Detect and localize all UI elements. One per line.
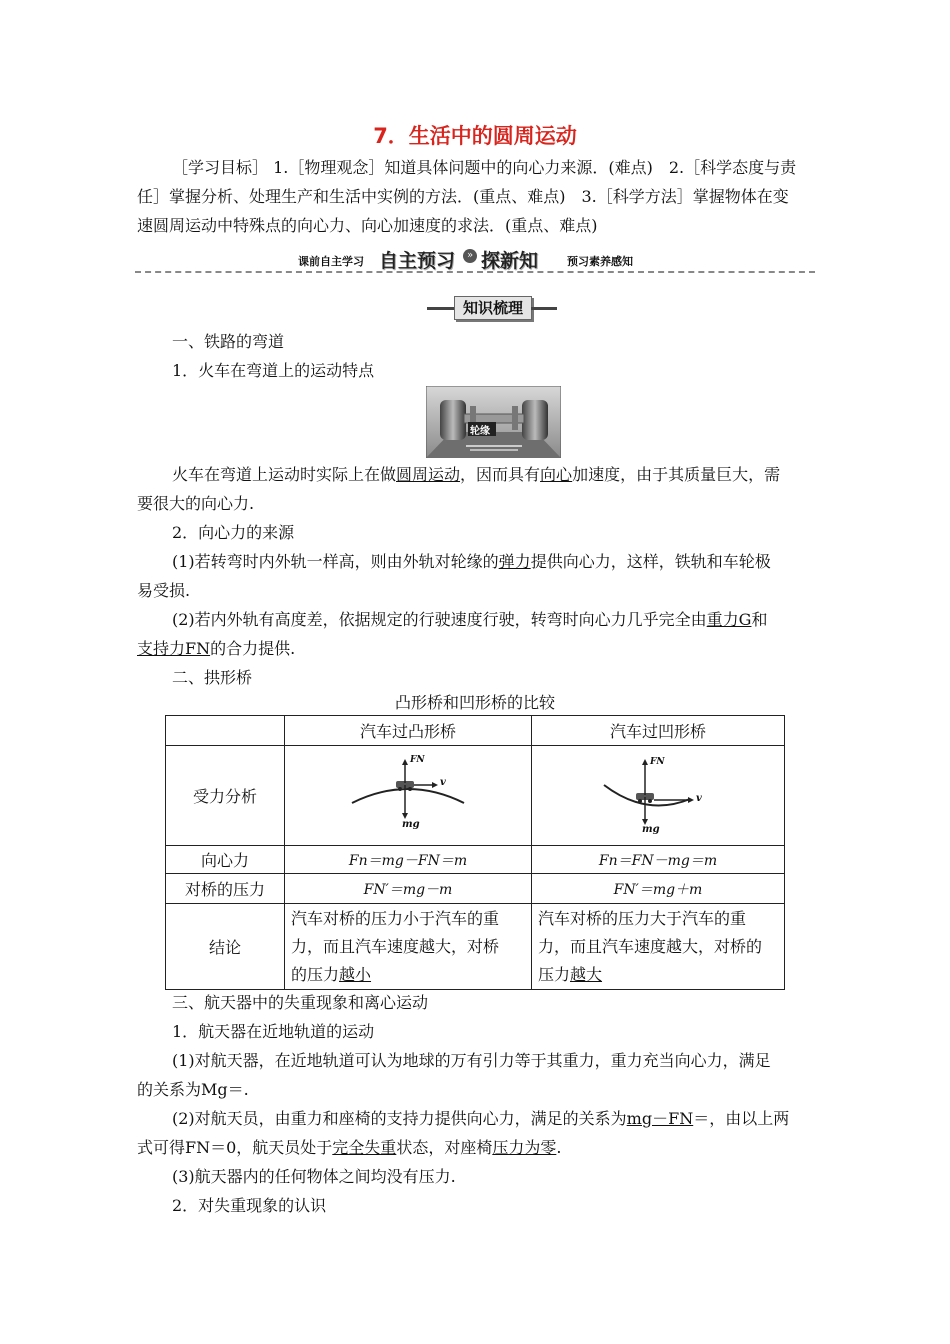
table-row-force (166, 746, 785, 846)
s3-item2-line2: 式可得FN＝0，航天员处于完全失重状态，对座椅压力为零. (137, 1138, 562, 1157)
page-title: 7．生活中的圆周运动 (373, 124, 577, 148)
centripetal-convex: Fn＝mg－FN＝m (285, 846, 532, 874)
concave-v-label: v (696, 792, 702, 804)
s3-item1-line2: 的关系为Mg＝. (137, 1080, 249, 1099)
concave-diagram-cell (532, 746, 785, 846)
header-convex: 汽车过凸形桥 (285, 716, 532, 746)
header-concave: 汽车过凹形桥 (532, 716, 785, 746)
convex-v-label: v (440, 776, 446, 788)
s1-item1-line1: (1)若转弯时内外轨一样高，则由外轨对轮缘的弹力提供向心力，这样，铁轨和车轮极 (172, 552, 771, 571)
badge-label: 知识梳理 (454, 296, 532, 320)
centripetal-label: 向心力 (166, 846, 285, 874)
s1-item1-line2: 易受损. (137, 581, 191, 600)
s3-sub2: 2．对失重现象的认识 (172, 1196, 327, 1215)
concave-fn-label: FN (650, 756, 665, 767)
convex-fn-label: FN (410, 754, 425, 765)
banner-right-text: 预习素养感知 (567, 255, 633, 268)
banner-main-1: 自主预习 (379, 250, 456, 272)
wheel-flange-label: 轮缘 (470, 426, 490, 437)
badge-bar-right (531, 307, 557, 310)
objectives-line-1: ［学习目标］ 1.［物理观念］知道具体问题中的向心力来源．(难点) 2.［科学态度与责 (172, 158, 797, 177)
train-wheel-image (426, 386, 561, 458)
s3-item3: (3)航天器内的任何物体之间均没有压力. (172, 1167, 456, 1186)
concave-bridge-diagram (598, 755, 718, 837)
s3-item1-line1: (1)对航天器，在近地轨道可认为地球的万有引力等于其重力，重力充当向心力，满足 (172, 1051, 771, 1070)
banner-main-2: 探新知 (481, 250, 539, 272)
s1-sub2: 2．向心力的来源 (172, 523, 295, 542)
table-row-centripetal (166, 846, 785, 874)
centripetal-concave: Fn＝FN－mg＝m (532, 846, 785, 874)
conclusion-convex: 汽车对桥的压力小于汽车的重 力，而且汽车速度越大，对桥 的压力越小 (285, 904, 532, 990)
s3-item2-line1: (2)对航天员，由重力和座椅的支持力提供向心力，满足的关系为mg－FN＝，由以上两 (172, 1109, 790, 1128)
conclusion-label: 结论 (166, 904, 285, 990)
objectives-line-2: 任］掌握分析、处理生产和生活中实例的方法．(重点、难点) 3.［科学方法］掌握物体在变 (137, 187, 789, 206)
pressure-concave: FN′＝mg＋m (532, 874, 785, 904)
s3-sub1: 1．航天器在近地轨道的运动 (172, 1022, 375, 1041)
table-header-row (166, 716, 785, 746)
convex-bridge-diagram (348, 755, 468, 837)
badge-bar-left (427, 307, 455, 310)
pressure-label: 对桥的压力 (166, 874, 285, 904)
s1-item2-line1: (2)若内外轨有高度差，依据规定的行驶速度行驶，转弯时向心力几乎完全由重力G和 (172, 610, 768, 629)
s1-heading: 一、铁路的弯道 (172, 332, 285, 351)
conclusion-concave: 汽车对桥的压力大于汽车的重 力，而且汽车速度越大，对桥的 压力越大 (532, 904, 785, 990)
concave-mg-label: mg (642, 823, 660, 835)
header-empty-cell (166, 716, 285, 746)
banner-left-text: 课前自主学习 (298, 255, 364, 268)
convex-diagram-cell (285, 746, 532, 846)
arrow-circle-icon: » (463, 249, 477, 263)
s1-para1-line2: 要很大的向心力. (137, 494, 255, 513)
section-banner (135, 246, 815, 272)
s2-heading: 二、拱形桥 (172, 668, 253, 687)
convex-mg-label: mg (402, 818, 420, 830)
s1-sub1: 1．火车在弯道上的运动特点 (172, 361, 375, 380)
section-badge (427, 296, 557, 320)
force-label: 受力分析 (166, 746, 285, 846)
banner-divider (135, 271, 815, 273)
bridge-comparison-table (165, 715, 785, 990)
pressure-convex: FN′＝mg－m (285, 874, 532, 904)
table-row-conclusion (166, 904, 785, 990)
table-row-pressure (166, 874, 785, 904)
s3-heading: 三、航天器中的失重现象和离心运动 (172, 993, 429, 1012)
table-caption: 凸形桥和凹形桥的比较 (394, 693, 555, 712)
s1-para1-line1: 火车在弯道上运动时实际上在做圆周运动，因而具有向心加速度，由于其质量巨大，需 (172, 465, 781, 484)
objectives-line-3: 速圆周运动中特殊点的向心力、向心加速度的求法．(重点、难点) (137, 216, 598, 235)
s1-item2-line2: 支持力FN的合力提供. (137, 639, 296, 658)
